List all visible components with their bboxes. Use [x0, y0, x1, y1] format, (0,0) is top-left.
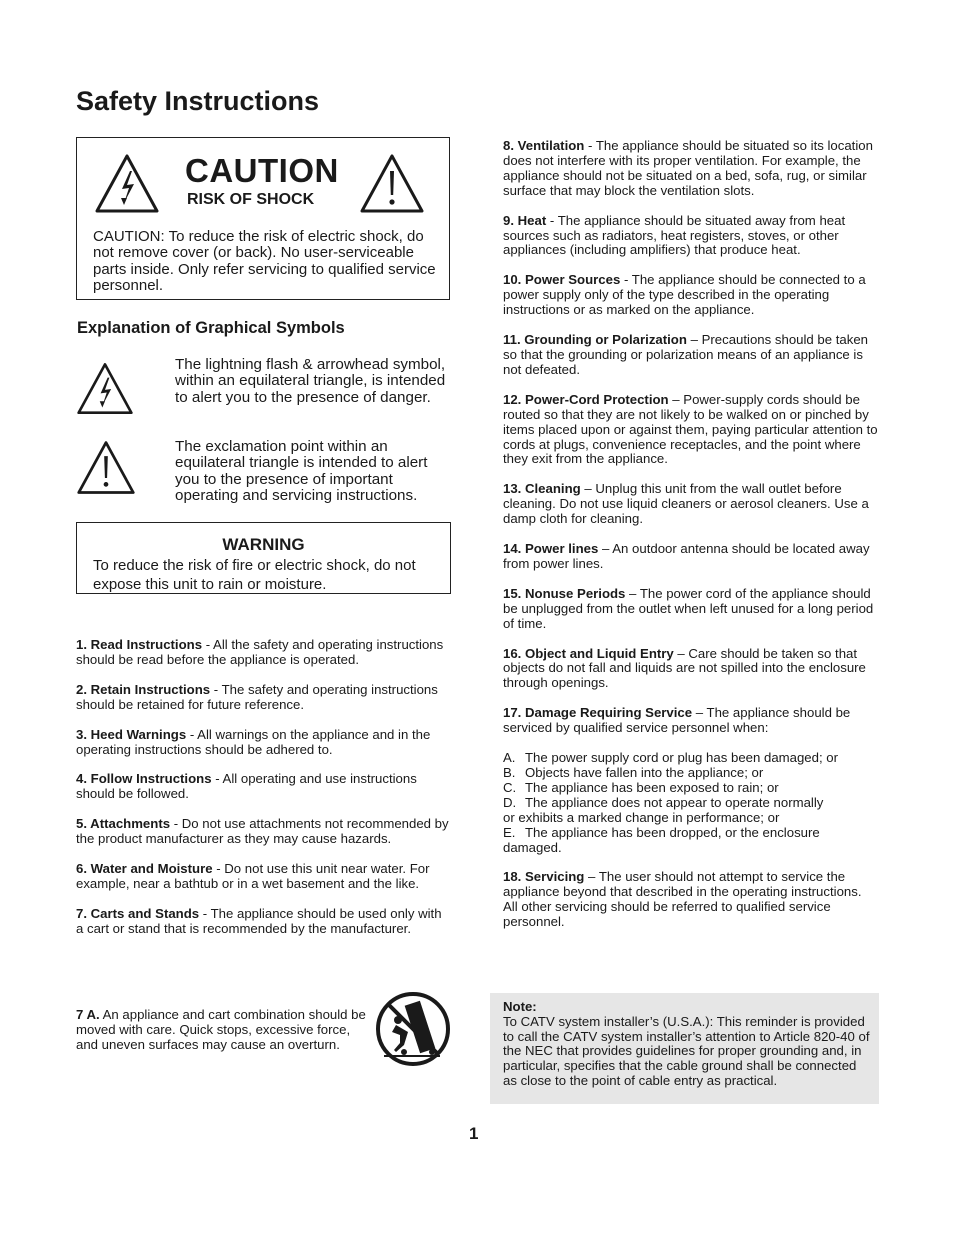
list-item: 13. Cleaning – Unplug this unit from the wall outlet before cleaning. Do not use liquid cleaners or aerosol cleaners. Use a damp cloth for cleaning.: [503, 481, 869, 527]
warning-box: [76, 522, 451, 594]
list-item: 11. Grounding or Polarization – Precautions should be taken so that the grounding or polarization means of an appliance is not defeated.: [503, 332, 869, 377]
exclamation-symbol-description: The exclamation point within an equilateral triangle is intended to alert you to the presence of important operating and servicing instructions.: [175, 438, 428, 504]
left-instructions: [76, 638, 452, 937]
list-item: 8. Ventilation - The appliance should be situated so its location does not interfere with its proper ventilation. For example, the appliance should not be situated on a bed, sofa, rug, or similar surface that may block the ventilation slots.: [503, 138, 873, 198]
list-item: 17. Damage Requiring Service – The appliance should be serviced by qualified service personnel when:: [503, 705, 851, 736]
warning-title: WARNING: [222, 535, 305, 554]
lightning-symbol-description: The lightning flash & arrowhead symbol, within an equilateral triangle, is intended to alert you to the presence of danger.: [175, 356, 446, 406]
lightning-triangle-icon: [76, 360, 134, 418]
right-instructions: [503, 139, 879, 930]
list-item: 4. Follow Instructions - All operating and use instructions should be followed.: [76, 771, 417, 802]
exclamation-triangle-icon: [76, 438, 136, 498]
page-number: 1: [469, 1124, 479, 1143]
list-item: 18. Servicing – The user should not attempt to service the appliance beyond that described in the operating instructions. All other servicing should be referred to qualified service personnel.: [503, 869, 862, 930]
cart-tipover-icon: [374, 990, 452, 1068]
note-box: [490, 993, 879, 1104]
list-item: C. The appliance has been exposed to rain; or: [503, 779, 779, 795]
damage-conditions-list: [503, 751, 879, 855]
lightning-triangle-icon: [94, 153, 160, 215]
list-item: 12. Power-Cord Protection – Power-supply cords should be routed so that they are not likely to be walked on or pinched by items placed upon or against them, paying particular attention to cords at plugs, convenience receptacles, and the point where they exit from the appliance.: [503, 391, 878, 467]
list-item: 7. Carts and Stands - The appliance should be used only with a cart or stand that is recommended by the manufacturer.: [76, 905, 442, 936]
list-item: A. The power supply cord or plug has been damaged; or: [503, 750, 839, 766]
warning-text: To reduce the risk of fire or electric shock, do not expose this unit to rain or moisture.: [93, 557, 416, 593]
list-item: 6. Water and Moisture - Do not use this unit near water. For example, near a bathtub or in a wet basement and the like.: [76, 861, 430, 891]
list-item: E. The appliance has been dropped, or the enclosure: [503, 824, 820, 840]
note-title: Note:: [503, 999, 537, 1014]
list-item: 5. Attachments - Do not use attachments not recommended by the product manufacturer as they may cause hazards.: [76, 816, 449, 847]
list-item: 9. Heat - The appliance should be situated away from heat sources such as radiators, heat registers, stoves, or other appliances (including amplifiers) that produce heat.: [503, 212, 846, 258]
list-item-7a: 7 A. An appliance and cart combination should be moved with care. Quick stops, excessive force, and uneven surfaces may cause an overturn.: [76, 1007, 366, 1052]
exclamation-triangle-icon: [359, 153, 425, 215]
note-text: To CATV system installer’s (U.S.A.): This reminder is provided to call the CATV system installer’s attention to Article 820-40 of the NEC that provides guidelines for proper grounding and, in particular, specifies that the cable ground shall be connected as close to the point of cable entry as practical.: [503, 1013, 870, 1088]
list-item: 14. Power lines – An outdoor antenna should be located away from power lines.: [503, 541, 870, 571]
list-item: 16. Object and Liquid Entry – Care should be taken so that objects do not fall and liquids are not spilled into the enclosure through openings.: [503, 645, 866, 691]
list-item: 2. Retain Instructions - The safety and operating instructions should be retained for future reference.: [76, 681, 438, 712]
caution-text: CAUTION: To reduce the risk of electric shock, do not remove cover (or back). No user-serviceable parts inside. Only refer servicing to qualified service personnel.: [93, 228, 436, 294]
list-item: 15. Nonuse Periods – The power cord of the appliance should be unplugged from the outlet when left unused for a long period of time.: [503, 585, 874, 631]
page-title: Safety Instructions: [76, 86, 320, 116]
caution-heading: CAUTION: [185, 152, 339, 189]
caution-box: [76, 137, 450, 300]
caution-subheading: RISK OF SHOCK: [187, 191, 315, 208]
list-item: 1. Read Instructions - All the safety and operating instructions should be read before the appliance is operated.: [76, 637, 444, 667]
list-item: 10. Power Sources - The appliance should be connected to a power supply only of the type described in the operating instructions or as marked on the appliance.: [503, 272, 866, 318]
list-item-continuation: damaged.: [503, 839, 562, 855]
explanation-heading: Explanation of Graphical Symbols: [77, 319, 345, 337]
list-item: B. Objects have fallen into the appliance; or: [503, 765, 764, 780]
list-item-continuation: or exhibits a marked change in performance; or: [503, 809, 780, 825]
list-item: 3. Heed Warnings - All warnings on the appliance and in the operating instructions should be adhered to.: [76, 726, 431, 757]
list-item: D. The appliance does not appear to operate normally: [503, 794, 824, 810]
